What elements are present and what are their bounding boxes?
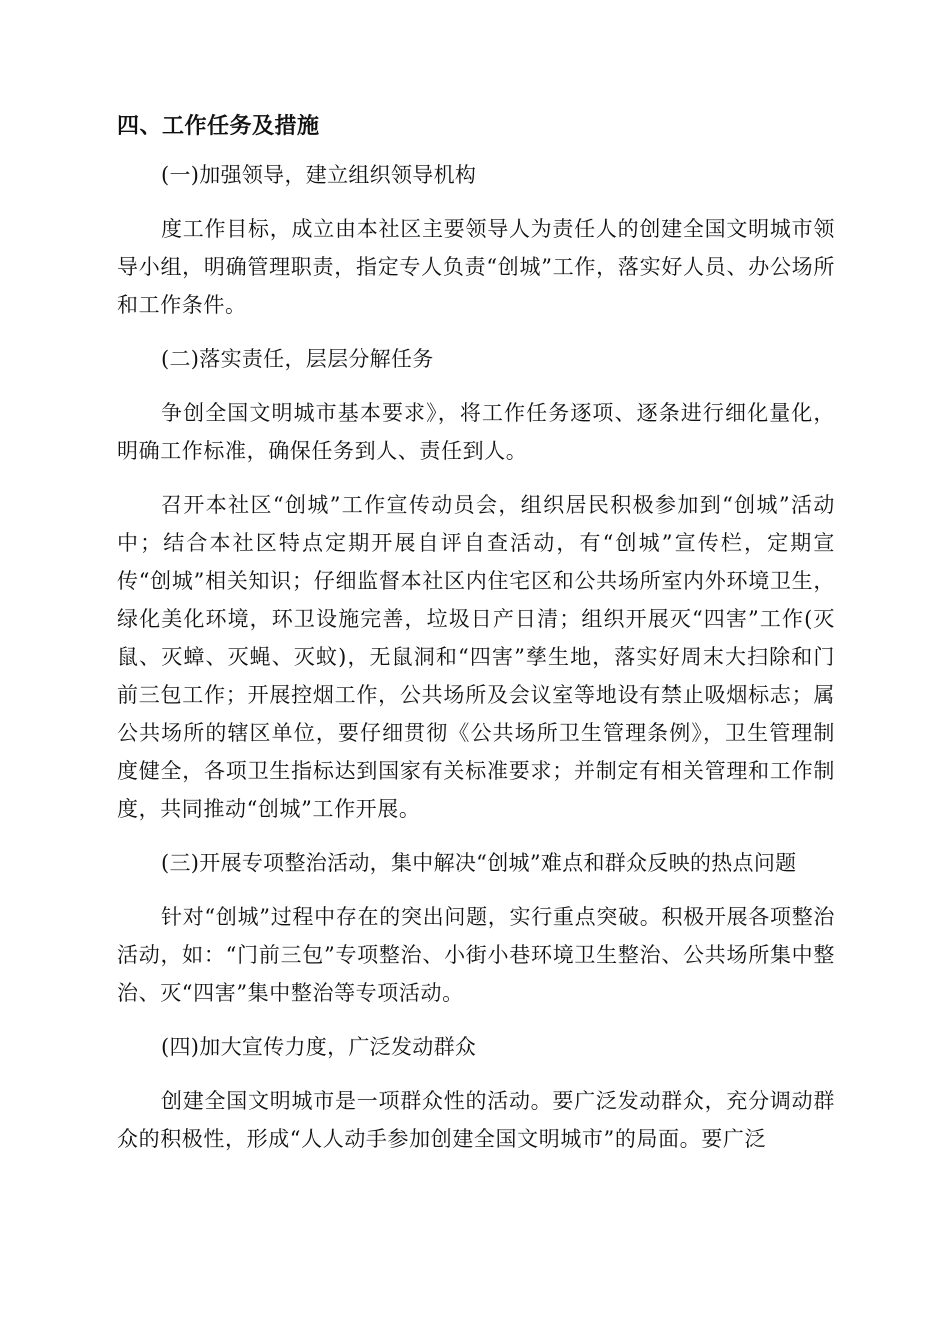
document-page <box>117 108 835 1174</box>
paragraph-5: 创建全国文明城市是一项群众性的活动。要广泛发动群众，充分调动群众的积极性，形成“人人动手参加创建全国文明城市”的局面。要广泛 <box>117 1089 835 1151</box>
paragraph-1: 度工作目标，成立由本社区主要领导人为责任人的创建全国文明城市领导小组，明确管理职责，指定专人负责“创城”工作，落实好人员、办公场所和工作条件。 <box>117 217 835 317</box>
subheading-4: (四)加大宣传力度，广泛发动群众 <box>161 1035 477 1059</box>
subheading-2: (二)落实责任，层层分解任务 <box>161 347 434 371</box>
subheading-1: (一)加强领导，建立组织领导机构 <box>161 163 477 187</box>
paragraph-2: 争创全国文明城市基本要求》，将工作任务逐项、逐条进行细化量化，明确工作标准，确保任务到人、责任到人。 <box>117 401 835 463</box>
paragraph-3: 召开本社区“创城”工作宣传动员会，组织居民积极参加到“创城”活动中；结合本社区特点定期开展自评自查活动，有“创城”宣传栏，定期宣传“创城”相关知识；仔细监督本社区内住宅区和公共场所室内外环境卫生，绿化美化环境，环卫设施完善，垃圾日产日清；组织开展灭“四害”工作(灭鼠、灭蟑、灭蝇、灭蚊)，无鼠洞和“四害”孳生地，落实好周末大扫除和门前三包工作；开展控烟工作，公共场所及会议室等地设有禁止吸烟标志；属公共场所的辖区单位，要仔细贯彻《公共场所卫生管理条例》，卫生管理制度健全，各项卫生指标达到国家有关标准要求；并制定有相关管理和工作制度，共同推动“创城”工作开展。 <box>117 493 835 821</box>
paragraph-4: 针对“创城”过程中存在的突出问题，实行重点突破。积极开展各项整治活动，如：“门前三包”专项整治、小街小巷环境卫生整治、公共场所集中整治、灭“四害”集中整治等专项活动。 <box>117 905 835 1005</box>
section-heading: 四、工作任务及措施 <box>117 114 320 139</box>
subheading-3: (三)开展专项整治活动，集中解决“创城”难点和群众反映的热点问题 <box>161 851 797 875</box>
